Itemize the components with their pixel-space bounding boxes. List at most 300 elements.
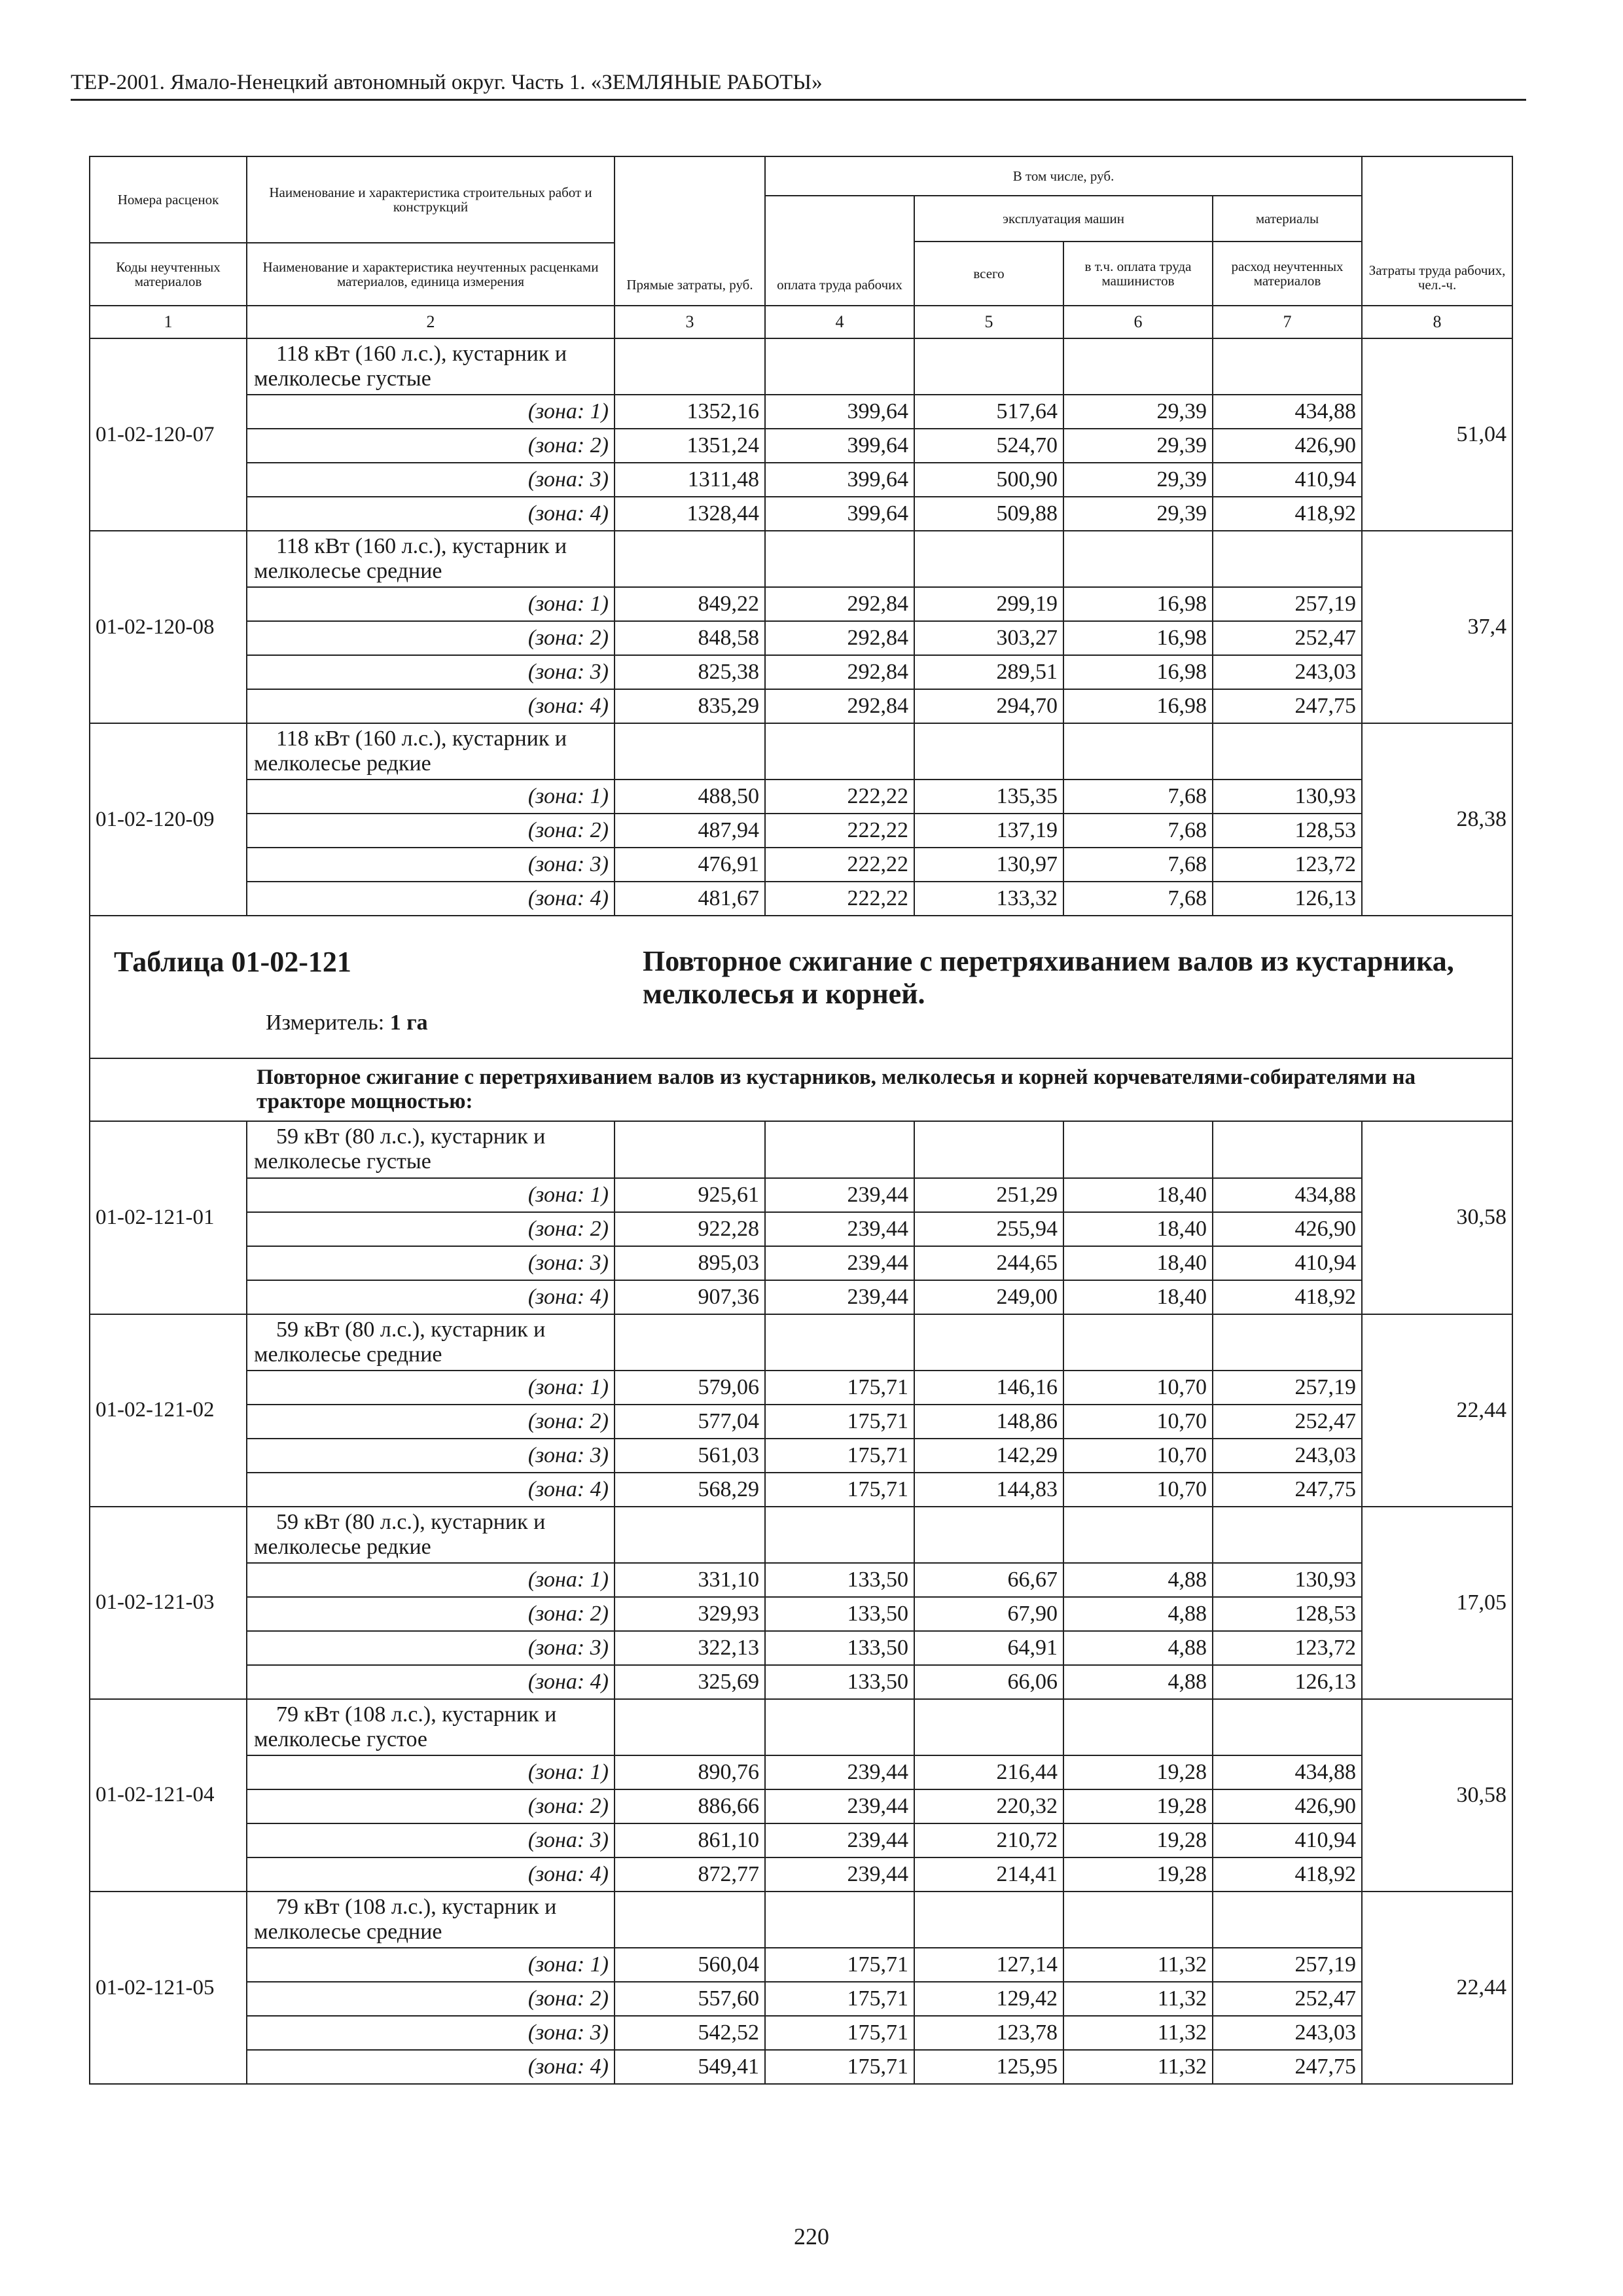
value-cell: 399,64 — [765, 395, 914, 429]
value-cell: 577,04 — [615, 1405, 765, 1439]
value-cell: 133,50 — [765, 1631, 914, 1665]
value-cell: 426,90 — [1213, 429, 1362, 463]
empty-cell — [914, 531, 1063, 587]
page-number: 220 — [794, 2223, 829, 2250]
value-cell: 1351,24 — [615, 429, 765, 463]
value-cell: 418,92 — [1213, 1280, 1362, 1314]
value-cell: 239,44 — [765, 1280, 914, 1314]
empty-cell — [1063, 531, 1213, 587]
value-cell: 123,72 — [1213, 848, 1362, 882]
value-cell: 239,44 — [765, 1789, 914, 1823]
value-cell: 7,68 — [1063, 848, 1213, 882]
value-cell: 247,75 — [1213, 1473, 1362, 1507]
value-cell: 133,50 — [765, 1563, 914, 1597]
zone-row — [90, 1948, 1512, 1982]
empty-cell — [615, 338, 765, 395]
empty-cell — [615, 1121, 765, 1177]
zone-row — [90, 655, 1512, 689]
value-cell: 239,44 — [765, 1246, 914, 1280]
zone-row — [90, 689, 1512, 723]
zone-label: (зона: 3) — [247, 848, 615, 882]
zone-row — [90, 1178, 1512, 1212]
value-cell: 861,10 — [615, 1823, 765, 1857]
value-cell: 29,39 — [1063, 463, 1213, 497]
zone-label: (зона: 2) — [247, 814, 615, 848]
zone-row — [90, 1631, 1512, 1665]
zone-row — [90, 1857, 1512, 1892]
zone-row — [90, 1563, 1512, 1597]
labor-cost: 28,38 — [1362, 723, 1512, 916]
value-cell: 126,13 — [1213, 882, 1362, 916]
value-cell: 214,41 — [914, 1857, 1063, 1892]
empty-cell — [615, 1699, 765, 1755]
zone-row — [90, 1982, 1512, 2016]
value-cell: 29,39 — [1063, 497, 1213, 531]
empty-cell — [765, 1892, 914, 1948]
value-cell: 10,70 — [1063, 1371, 1213, 1405]
value-cell: 29,39 — [1063, 395, 1213, 429]
col-num: 7 — [1213, 306, 1362, 338]
rates-table — [89, 156, 1513, 2085]
value-cell: 7,68 — [1063, 780, 1213, 814]
empty-cell — [1213, 1892, 1362, 1948]
value-cell: 16,98 — [1063, 587, 1213, 621]
zone-row — [90, 882, 1512, 916]
value-cell: 133,50 — [765, 1597, 914, 1631]
value-cell: 244,65 — [914, 1246, 1063, 1280]
value-cell: 18,40 — [1063, 1212, 1213, 1246]
rate-block-header-row — [90, 1699, 1512, 1755]
zone-label: (зона: 3) — [247, 2016, 615, 2050]
value-cell: 66,06 — [914, 1665, 1063, 1699]
value-cell: 399,64 — [765, 429, 914, 463]
value-cell: 19,28 — [1063, 1789, 1213, 1823]
labor-cost: 22,44 — [1362, 1314, 1512, 1507]
rate-code: 01-02-121-05 — [90, 1892, 247, 2084]
empty-cell — [615, 531, 765, 587]
rate-block-header-row — [90, 1892, 1512, 1948]
value-cell: 7,68 — [1063, 814, 1213, 848]
rate-code: 01-02-120-09 — [90, 723, 247, 916]
value-cell: 418,92 — [1213, 497, 1362, 531]
value-cell: 123,78 — [914, 2016, 1063, 2050]
zone-row — [90, 395, 1512, 429]
zone-row — [90, 1597, 1512, 1631]
rate-name: 59 кВт (80 л.с.), кустарник и мелколесье редкие — [247, 1507, 615, 1563]
value-cell: 331,10 — [615, 1563, 765, 1597]
col-num: 6 — [1063, 306, 1213, 338]
value-cell: 251,29 — [914, 1178, 1063, 1212]
rate-block-header-row — [90, 723, 1512, 780]
table-name: Повторное сжигание с перетряхиванием валов из кустарника, мелколесья и корней. — [643, 945, 1454, 1010]
zone-label: (зона: 1) — [247, 1755, 615, 1789]
value-cell: 895,03 — [615, 1246, 765, 1280]
header-cell-v-tom-chisle: В том числе, руб. — [765, 156, 1362, 196]
value-cell: 29,39 — [1063, 429, 1213, 463]
value-cell: 825,38 — [615, 655, 765, 689]
header-cell-ekspl: эксплуатация машин — [914, 196, 1213, 242]
measure-label: Измеритель: — [266, 1011, 385, 1035]
value-cell: 542,52 — [615, 2016, 765, 2050]
header-cell-vsego: всего — [914, 242, 1063, 306]
zone-label: (зона: 2) — [247, 1212, 615, 1246]
zone-row — [90, 587, 1512, 621]
empty-cell — [615, 1314, 765, 1371]
value-cell: 144,83 — [914, 1473, 1063, 1507]
measure-unit — [266, 1011, 428, 1035]
zone-label: (зона: 2) — [247, 1597, 615, 1631]
value-cell: 922,28 — [615, 1212, 765, 1246]
value-cell: 146,16 — [914, 1371, 1063, 1405]
rate-code: 01-02-121-02 — [90, 1314, 247, 1507]
value-cell: 19,28 — [1063, 1857, 1213, 1892]
value-cell: 487,94 — [615, 814, 765, 848]
value-cell: 210,72 — [914, 1823, 1063, 1857]
value-cell: 524,70 — [914, 429, 1063, 463]
zone-label: (зона: 3) — [247, 655, 615, 689]
value-cell: 257,19 — [1213, 587, 1362, 621]
rate-code: 01-02-121-04 — [90, 1699, 247, 1892]
value-cell: 848,58 — [615, 621, 765, 655]
zone-label: (зона: 2) — [247, 621, 615, 655]
zone-label: (зона: 1) — [247, 587, 615, 621]
header-cell-zatraty: Затраты труда рабочих, чел.-ч. — [1362, 156, 1512, 306]
value-cell: 243,03 — [1213, 1439, 1362, 1473]
table-title-block — [99, 940, 1503, 1058]
zone-row — [90, 2050, 1512, 2084]
value-cell: 329,93 — [615, 1597, 765, 1631]
value-cell: 434,88 — [1213, 395, 1362, 429]
zone-label: (зона: 2) — [247, 1982, 615, 2016]
zone-row — [90, 1789, 1512, 1823]
empty-cell — [914, 1892, 1063, 1948]
value-cell: 322,13 — [615, 1631, 765, 1665]
value-cell: 11,32 — [1063, 1948, 1213, 1982]
value-cell: 239,44 — [765, 1212, 914, 1246]
zone-label: (зона: 3) — [247, 1823, 615, 1857]
zone-row — [90, 1823, 1512, 1857]
section-title-row — [90, 1058, 1512, 1121]
col-num: 4 — [765, 306, 914, 338]
value-cell: 175,71 — [765, 1439, 914, 1473]
value-cell: 579,06 — [615, 1371, 765, 1405]
value-cell: 252,47 — [1213, 1405, 1362, 1439]
value-cell: 292,84 — [765, 655, 914, 689]
zone-label: (зона: 1) — [247, 1948, 615, 1982]
value-cell: 16,98 — [1063, 621, 1213, 655]
value-cell: 568,29 — [615, 1473, 765, 1507]
value-cell: 292,84 — [765, 689, 914, 723]
zone-label: (зона: 4) — [247, 1857, 615, 1892]
empty-cell — [1213, 531, 1362, 587]
zone-row — [90, 1665, 1512, 1699]
value-cell: 557,60 — [615, 1982, 765, 2016]
labor-cost: 37,4 — [1362, 531, 1512, 723]
empty-cell — [1063, 1121, 1213, 1177]
zone-row — [90, 1280, 1512, 1314]
empty-cell — [1213, 1507, 1362, 1563]
value-cell: 67,90 — [914, 1597, 1063, 1631]
value-cell: 257,19 — [1213, 1948, 1362, 1982]
value-cell: 126,13 — [1213, 1665, 1362, 1699]
empty-cell — [615, 723, 765, 780]
header-cell-naim2: Наименование и характеристика неучтенных расценками материалов, единица измерения — [247, 243, 615, 306]
rate-name: 79 кВт (108 л.с.), кустарник и мелколесье средние — [247, 1892, 615, 1948]
value-cell: 247,75 — [1213, 2050, 1362, 2084]
zone-label: (зона: 4) — [247, 882, 615, 916]
zone-row — [90, 1473, 1512, 1507]
value-cell: 142,29 — [914, 1439, 1063, 1473]
value-cell: 66,67 — [914, 1563, 1063, 1597]
value-cell: 434,88 — [1213, 1755, 1362, 1789]
value-cell: 561,03 — [615, 1439, 765, 1473]
value-cell: 1311,48 — [615, 463, 765, 497]
zone-row — [90, 1246, 1512, 1280]
value-cell: 426,90 — [1213, 1212, 1362, 1246]
value-cell: 289,51 — [914, 655, 1063, 689]
labor-cost: 30,58 — [1362, 1121, 1512, 1314]
zone-row — [90, 2016, 1512, 2050]
zone-row — [90, 1439, 1512, 1473]
value-cell: 148,86 — [914, 1405, 1063, 1439]
empty-cell — [1213, 338, 1362, 395]
value-cell: 560,04 — [615, 1948, 765, 1982]
value-cell: 130,93 — [1213, 1563, 1362, 1597]
value-cell: 64,91 — [914, 1631, 1063, 1665]
value-cell: 549,41 — [615, 2050, 765, 2084]
labor-cost: 51,04 — [1362, 338, 1512, 531]
value-cell: 247,75 — [1213, 689, 1362, 723]
rate-name: 118 кВт (160 л.с.), кустарник и мелколесье редкие — [247, 723, 615, 780]
value-cell: 325,69 — [615, 1665, 765, 1699]
zone-label: (зона: 1) — [247, 395, 615, 429]
col-num: 8 — [1362, 306, 1512, 338]
value-cell: 294,70 — [914, 689, 1063, 723]
header-cell-nomera: Номера расценок — [90, 156, 247, 243]
empty-cell — [914, 338, 1063, 395]
value-cell: 18,40 — [1063, 1178, 1213, 1212]
zone-label: (зона: 1) — [247, 1371, 615, 1405]
empty-cell — [765, 338, 914, 395]
rate-code: 01-02-121-03 — [90, 1507, 247, 1699]
zone-label: (зона: 3) — [247, 1246, 615, 1280]
value-cell: 434,88 — [1213, 1178, 1362, 1212]
rate-name: 59 кВт (80 л.с.), кустарник и мелколесье густые — [247, 1121, 615, 1177]
value-cell: 292,84 — [765, 621, 914, 655]
header-cell-kody: Коды неучтенных материалов — [90, 243, 247, 306]
value-cell: 849,22 — [615, 587, 765, 621]
value-cell: 239,44 — [765, 1178, 914, 1212]
zone-label: (зона: 4) — [247, 1473, 615, 1507]
value-cell: 18,40 — [1063, 1246, 1213, 1280]
zone-row — [90, 429, 1512, 463]
value-cell: 1352,16 — [615, 395, 765, 429]
value-cell: 4,88 — [1063, 1563, 1213, 1597]
value-cell: 410,94 — [1213, 463, 1362, 497]
zone-label: (зона: 4) — [247, 1665, 615, 1699]
zone-row — [90, 1212, 1512, 1246]
value-cell: 517,64 — [914, 395, 1063, 429]
value-cell: 10,70 — [1063, 1473, 1213, 1507]
zone-label: (зона: 2) — [247, 429, 615, 463]
value-cell: 216,44 — [914, 1755, 1063, 1789]
zone-label: (зона: 4) — [247, 689, 615, 723]
value-cell: 175,71 — [765, 1982, 914, 2016]
value-cell: 16,98 — [1063, 689, 1213, 723]
value-cell: 7,68 — [1063, 882, 1213, 916]
empty-cell — [765, 723, 914, 780]
empty-cell — [914, 1507, 1063, 1563]
value-cell: 886,66 — [615, 1789, 765, 1823]
value-cell: 252,47 — [1213, 1982, 1362, 2016]
value-cell: 239,44 — [765, 1755, 914, 1789]
labor-cost: 17,05 — [1362, 1507, 1512, 1699]
value-cell: 137,19 — [914, 814, 1063, 848]
value-cell: 175,71 — [765, 1405, 914, 1439]
empty-cell — [914, 1121, 1063, 1177]
zone-label: (зона: 3) — [247, 1439, 615, 1473]
value-cell: 872,77 — [615, 1857, 765, 1892]
value-cell: 19,28 — [1063, 1823, 1213, 1857]
rate-block-header-row — [90, 1314, 1512, 1371]
value-cell: 488,50 — [615, 780, 765, 814]
value-cell: 257,19 — [1213, 1371, 1362, 1405]
value-cell: 222,22 — [765, 780, 914, 814]
value-cell: 133,50 — [765, 1665, 914, 1699]
zone-row — [90, 621, 1512, 655]
empty-cell — [1213, 1699, 1362, 1755]
value-cell: 128,53 — [1213, 1597, 1362, 1631]
value-cell: 255,94 — [914, 1212, 1063, 1246]
empty-cell — [914, 723, 1063, 780]
empty-cell — [1063, 338, 1213, 395]
empty-cell — [1063, 1507, 1213, 1563]
value-cell: 222,22 — [765, 814, 914, 848]
col-num: 3 — [615, 306, 765, 338]
running-header: ТЕР-2001. Ямало-Ненецкий автономный округ. Часть 1. «ЗЕМЛЯНЫЕ РАБОТЫ» — [71, 71, 1526, 101]
empty-cell — [1213, 1314, 1362, 1371]
zone-row — [90, 497, 1512, 531]
rate-name: 79 кВт (108 л.с.), кустарник и мелколесье густое — [247, 1699, 615, 1755]
zone-label: (зона: 2) — [247, 1405, 615, 1439]
labor-cost: 30,58 — [1362, 1699, 1512, 1892]
value-cell: 239,44 — [765, 1823, 914, 1857]
empty-cell — [914, 1699, 1063, 1755]
value-cell: 1328,44 — [615, 497, 765, 531]
header-cell-materialy: материалы — [1213, 196, 1362, 242]
value-cell: 481,67 — [615, 882, 765, 916]
rate-block-header-row — [90, 1121, 1512, 1177]
empty-cell — [1063, 1699, 1213, 1755]
labor-cost: 22,44 — [1362, 1892, 1512, 2084]
zone-row — [90, 1371, 1512, 1405]
value-cell: 127,14 — [914, 1948, 1063, 1982]
value-cell: 4,88 — [1063, 1631, 1213, 1665]
measure-value: 1 га — [389, 1011, 428, 1035]
value-cell: 10,70 — [1063, 1439, 1213, 1473]
rate-code: 01-02-120-07 — [90, 338, 247, 531]
rate-code: 01-02-121-01 — [90, 1121, 247, 1314]
empty-cell — [765, 1699, 914, 1755]
rate-name: 118 кВт (160 л.с.), кустарник и мелколесье средние — [247, 531, 615, 587]
value-cell: 907,36 — [615, 1280, 765, 1314]
value-cell: 130,97 — [914, 848, 1063, 882]
value-cell: 129,42 — [914, 1982, 1063, 2016]
rate-name: 59 кВт (80 л.с.), кустарник и мелколесье средние — [247, 1314, 615, 1371]
empty-cell — [1063, 1892, 1213, 1948]
header-cell-pryamye: Прямые затраты, руб. — [615, 156, 765, 306]
value-cell: 18,40 — [1063, 1280, 1213, 1314]
rate-code: 01-02-120-08 — [90, 531, 247, 723]
value-cell: 418,92 — [1213, 1857, 1362, 1892]
header-cell-v-t-ch: в т.ч. оплата труда машинистов — [1063, 242, 1213, 306]
value-cell: 239,44 — [765, 1857, 914, 1892]
zone-label: (зона: 3) — [247, 463, 615, 497]
value-cell: 175,71 — [765, 2016, 914, 2050]
value-cell: 500,90 — [914, 463, 1063, 497]
section-title: Повторное сжигание с перетряхиванием валов из кустарников, мелколесья и корней корчевателями-собирателями на тракторе мощностью: — [90, 1058, 1512, 1121]
value-cell: 925,61 — [615, 1178, 765, 1212]
empty-cell — [765, 1121, 914, 1177]
zone-row — [90, 463, 1512, 497]
value-cell: 410,94 — [1213, 1246, 1362, 1280]
zone-row — [90, 1405, 1512, 1439]
value-cell: 123,72 — [1213, 1631, 1362, 1665]
zone-label: (зона: 4) — [247, 1280, 615, 1314]
zone-row — [90, 848, 1512, 882]
value-cell: 220,32 — [914, 1789, 1063, 1823]
empty-cell — [1213, 1121, 1362, 1177]
value-cell: 222,22 — [765, 848, 914, 882]
zone-row — [90, 814, 1512, 848]
value-cell: 16,98 — [1063, 655, 1213, 689]
value-cell: 11,32 — [1063, 1982, 1213, 2016]
value-cell: 4,88 — [1063, 1665, 1213, 1699]
rate-block-header-row — [90, 531, 1512, 587]
value-cell: 175,71 — [765, 1473, 914, 1507]
rate-block-header-row — [90, 338, 1512, 395]
value-cell: 11,32 — [1063, 2016, 1213, 2050]
value-cell: 410,94 — [1213, 1823, 1362, 1857]
value-cell: 476,91 — [615, 848, 765, 882]
rate-block-header-row — [90, 1507, 1512, 1563]
table-title-row — [90, 916, 1512, 1058]
value-cell: 19,28 — [1063, 1755, 1213, 1789]
value-cell: 4,88 — [1063, 1597, 1213, 1631]
empty-cell — [1213, 723, 1362, 780]
value-cell: 835,29 — [615, 689, 765, 723]
value-cell: 135,35 — [914, 780, 1063, 814]
value-cell: 133,32 — [914, 882, 1063, 916]
value-cell: 11,32 — [1063, 2050, 1213, 2084]
value-cell: 125,95 — [914, 2050, 1063, 2084]
empty-cell — [765, 1314, 914, 1371]
zone-label: (зона: 1) — [247, 1178, 615, 1212]
col-num: 1 — [90, 306, 247, 338]
col-num: 5 — [914, 306, 1063, 338]
header-cell-rashod: расход неучтенных материалов — [1213, 242, 1362, 306]
value-cell: 509,88 — [914, 497, 1063, 531]
value-cell: 426,90 — [1213, 1789, 1362, 1823]
zone-label: (зона: 4) — [247, 2050, 615, 2084]
value-cell: 292,84 — [765, 587, 914, 621]
empty-cell — [914, 1314, 1063, 1371]
empty-cell — [615, 1507, 765, 1563]
value-cell: 399,64 — [765, 463, 914, 497]
value-cell: 252,47 — [1213, 621, 1362, 655]
value-cell: 243,03 — [1213, 655, 1362, 689]
value-cell: 299,19 — [914, 587, 1063, 621]
